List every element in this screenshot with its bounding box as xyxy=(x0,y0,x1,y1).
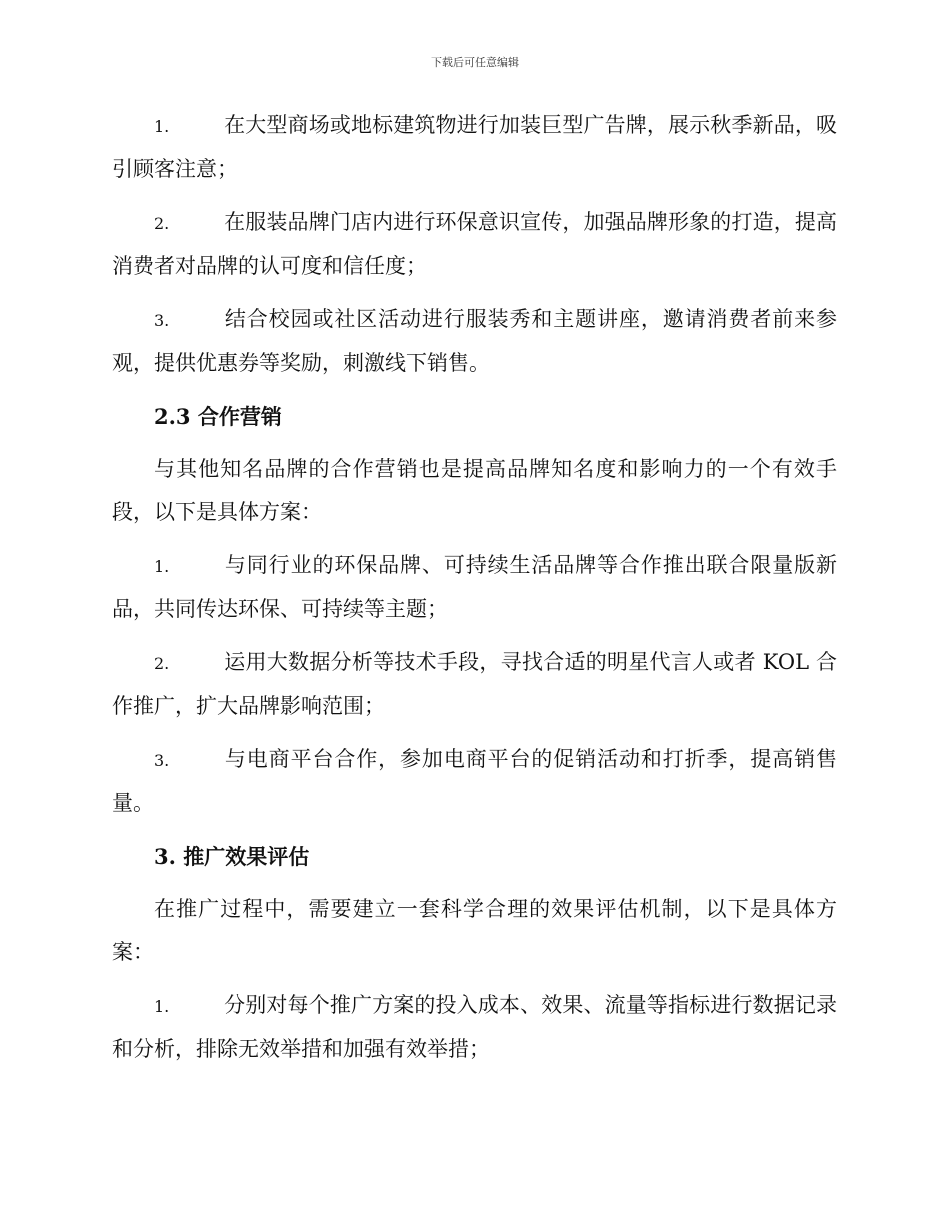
list-number: 1. xyxy=(154,997,170,1016)
list-number: 2. xyxy=(154,214,170,233)
list-item xyxy=(112,738,837,825)
list-text: 与同行业的环保品牌、可持续生活品牌等合作推出联合限量版新品，共同传达环保、可持续等主题； xyxy=(112,553,837,621)
list-item xyxy=(112,201,837,288)
list-text: 在服装品牌门店内进行环保意识宣传，加强品牌形象的打造，提高消费者对品牌的认可度和信任度； xyxy=(112,210,837,278)
list-number: 1. xyxy=(154,117,170,136)
list-item xyxy=(112,298,837,385)
paragraph: 在推广过程中，需要建立一套科学合理的效果评估机制，以下是具体方案： xyxy=(112,897,837,964)
list-number: 1. xyxy=(154,557,170,576)
list-item xyxy=(112,984,837,1071)
list-text: 与电商平台合作，参加电商平台的促销活动和打折季，提高销售量。 xyxy=(112,747,837,815)
list-text: 运用大数据分析等技术手段，寻找合适的明星代言人或者 KOL 合作推广，扩大品牌影响范围； xyxy=(112,650,837,718)
section-heading: 2.3 合作营销 xyxy=(154,404,282,429)
list-number: 2. xyxy=(154,654,170,673)
list-item xyxy=(112,104,837,191)
list-number: 3. xyxy=(154,751,170,770)
list-text: 分别对每个推广方案的投入成本、效果、流量等指标进行数据记录和分析，排除无效举措和加强有效举措； xyxy=(112,993,837,1061)
list-number: 3. xyxy=(154,311,170,330)
paragraph: 与其他知名品牌的合作营销也是提高品牌知名度和影响力的一个有效手段，以下是具体方案： xyxy=(112,457,837,524)
list-item xyxy=(112,641,837,728)
document-body xyxy=(112,104,837,1081)
page-header: 下载后可任意编辑 xyxy=(431,56,519,69)
list-text: 在大型商场或地标建筑物进行加装巨型广告牌，展示秋季新品，吸引顾客注意； xyxy=(112,113,837,181)
list-text: 结合校园或社区活动进行服装秀和主题讲座，邀请消费者前来参观，提供优惠券等奖励，刺激线下销售。 xyxy=(112,307,837,375)
list-item xyxy=(112,544,837,631)
section-heading: 3. 推广效果评估 xyxy=(154,844,310,869)
